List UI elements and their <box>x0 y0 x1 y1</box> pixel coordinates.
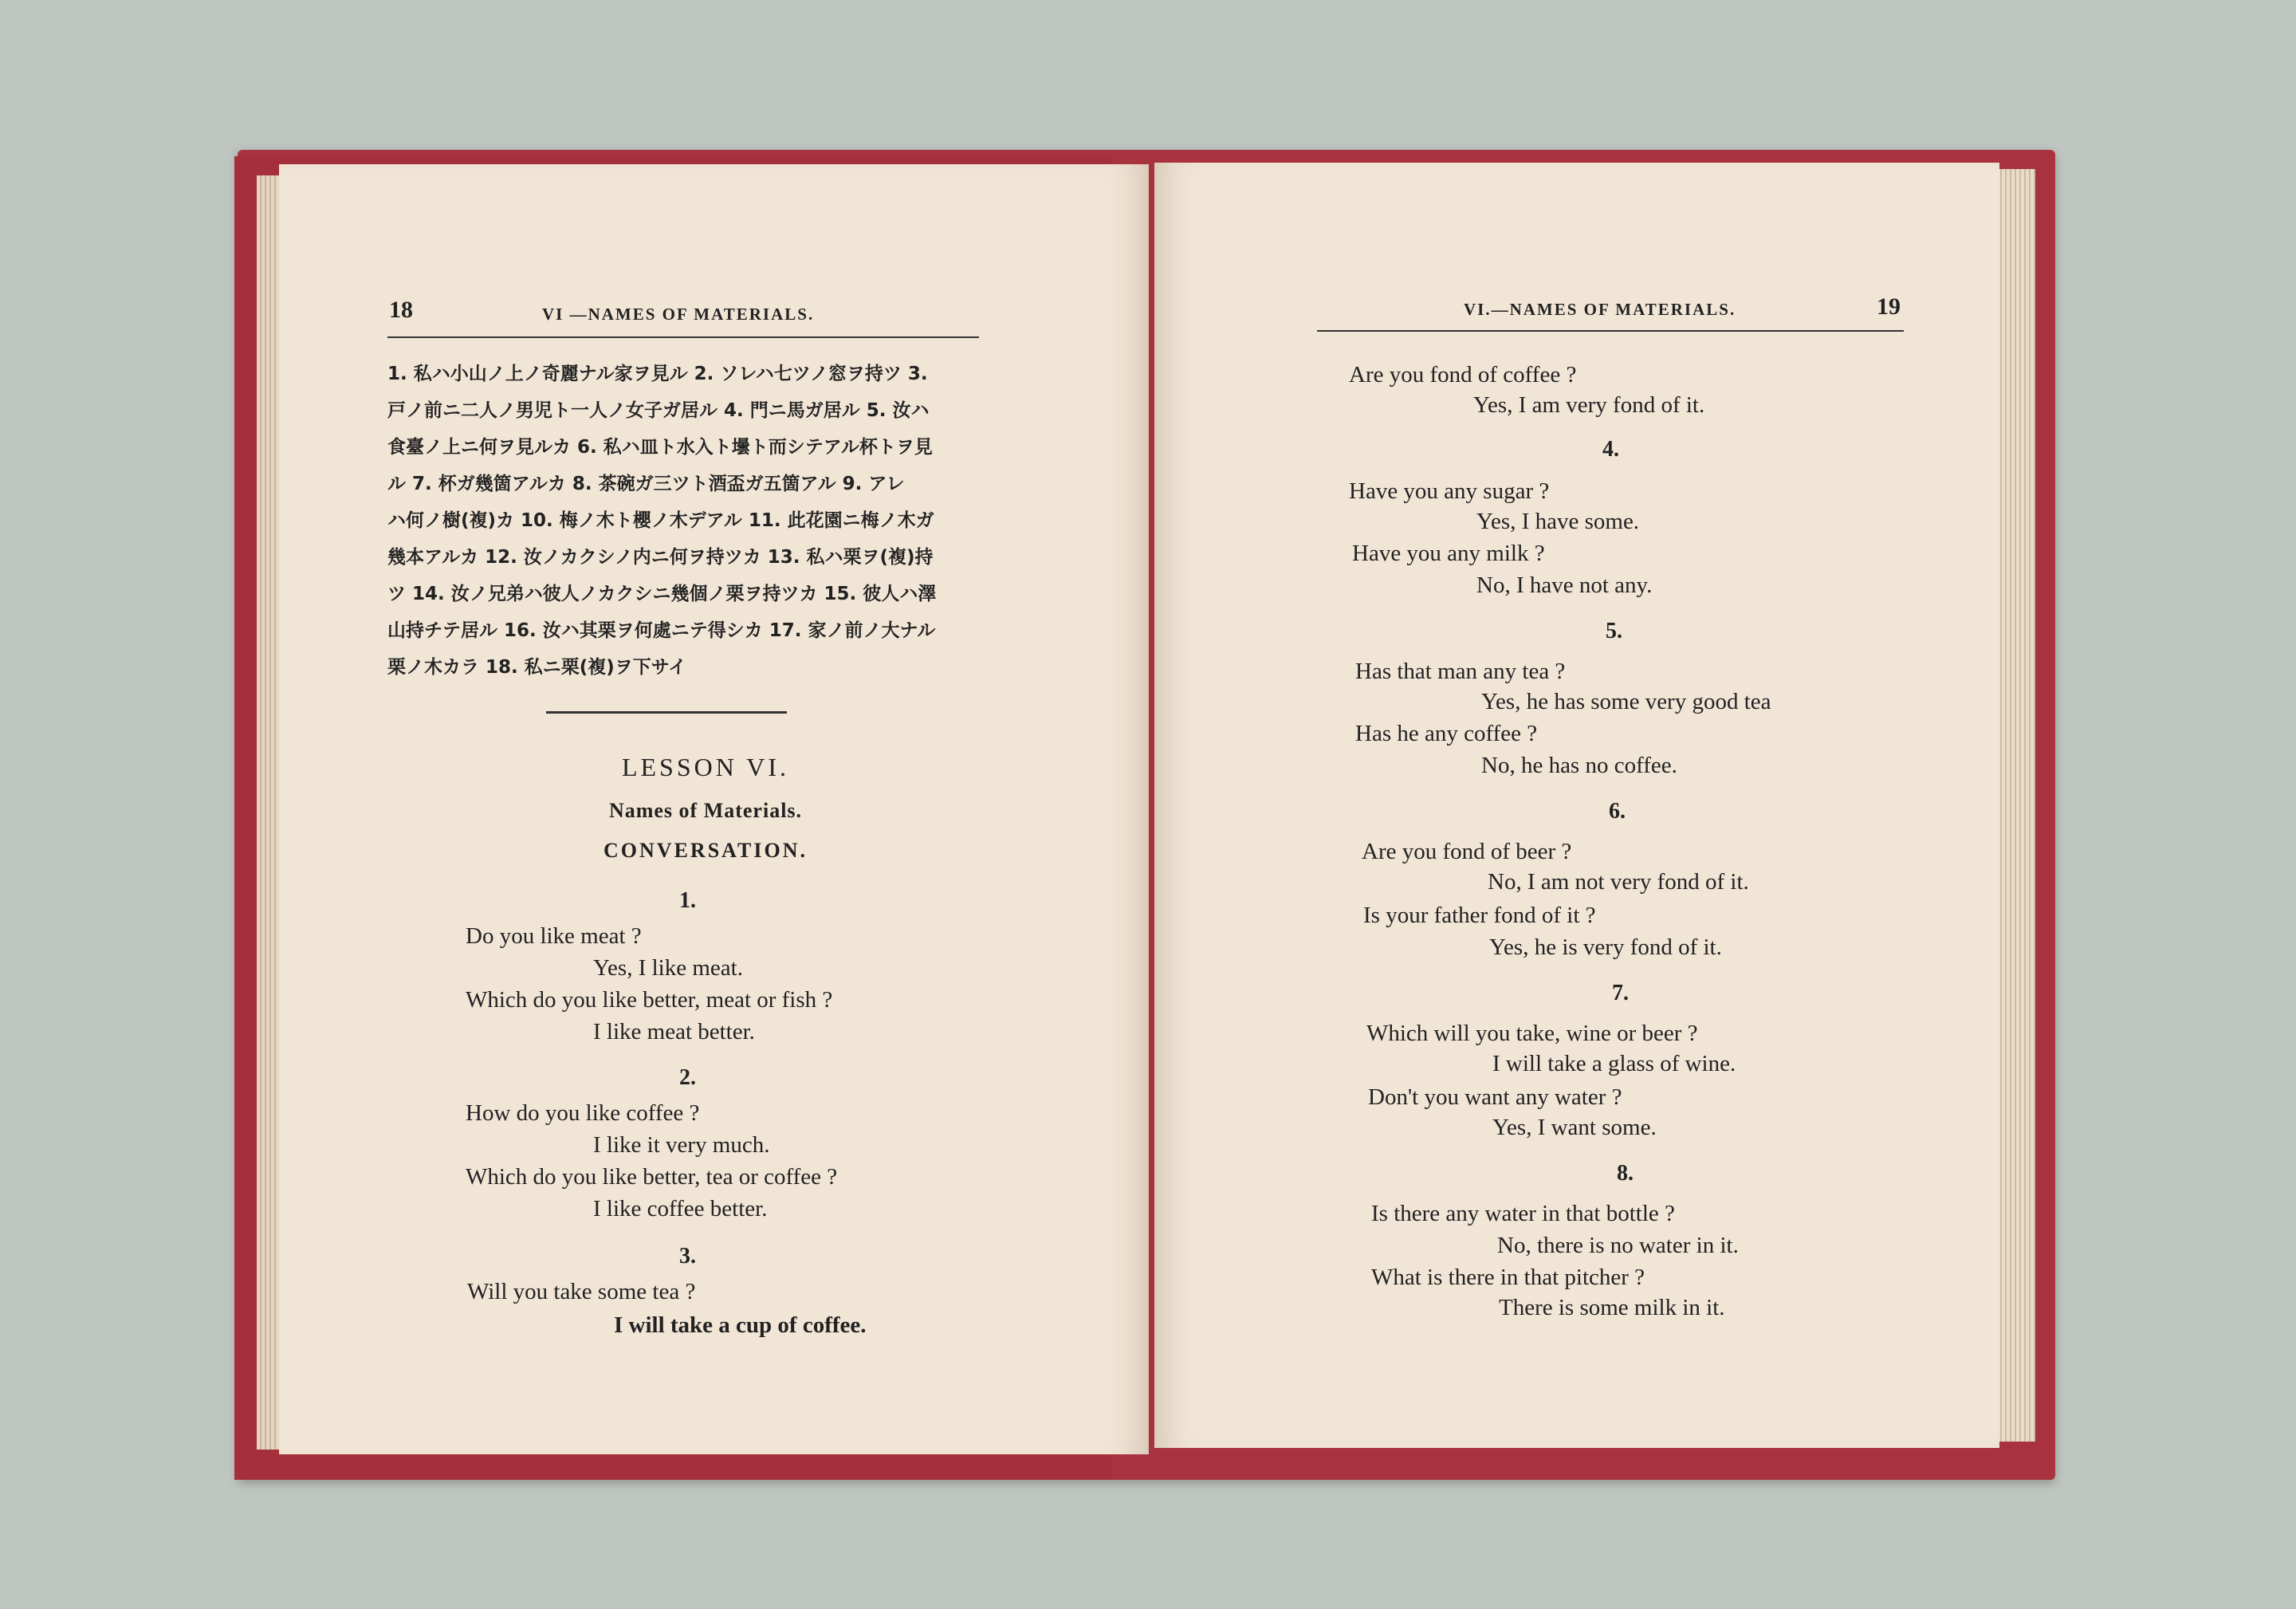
japanese-exercise <box>387 356 985 686</box>
running-head: VI.—NAMES OF MATERIALS. <box>1464 300 1736 319</box>
japanese-line: 戸ノ前ニ二人ノ男児ト一人ノ女子ガ居ル 4. 門ニ馬ガ居ル 5. 汝ハ <box>387 400 930 421</box>
answer-line: I like it very much. <box>593 1132 770 1158</box>
question-line: Which do you like better, tea or coffee ? <box>466 1164 838 1190</box>
answer-line: I will take a cup of coffee. <box>614 1312 867 1338</box>
answer-line: Yes, I have some. <box>1476 509 1640 534</box>
dialogue-number: 6. <box>1609 799 1626 824</box>
dialogue-number: 7. <box>1612 981 1629 1005</box>
question-line: Is your father fond of it ? <box>1363 903 1596 928</box>
question-line: Will you take some tea ? <box>467 1279 696 1304</box>
answer-line: Yes, he is very fond of it. <box>1489 934 1722 960</box>
answer-line: No, he has no coffee. <box>1481 753 1677 778</box>
question-line: Do you like meat ? <box>466 923 642 949</box>
section-divider <box>546 711 787 714</box>
answer-line: Yes, he has some very good tea <box>1481 689 1771 714</box>
running-head: VI —NAMES OF MATERIALS. <box>542 305 815 324</box>
answer-line: No, I am not very fond of it. <box>1488 869 1749 895</box>
dialogue-number: 5. <box>1606 619 1622 643</box>
answer-line: No, I have not any. <box>1476 572 1653 598</box>
question-line: Don't you want any water ? <box>1368 1084 1622 1110</box>
japanese-line: 栗ノ木カラ 18. 私ニ栗(複)ヲ下サイ <box>387 657 687 678</box>
answer-line: No, there is no water in it. <box>1497 1233 1739 1258</box>
answer-line: There is some milk in it. <box>1499 1295 1725 1320</box>
answer-line: Yes, I want some. <box>1492 1115 1657 1140</box>
answer-line: I like meat better. <box>593 1019 755 1044</box>
header-rule <box>387 336 979 338</box>
question-line: Has that man any tea ? <box>1355 659 1566 684</box>
page-edges-left <box>257 175 281 1450</box>
answer-line: Yes, I am very fond of it. <box>1473 392 1705 418</box>
section-title: CONVERSATION. <box>603 839 808 862</box>
question-line: Has he any coffee ? <box>1355 721 1538 746</box>
japanese-line: ツ 14. 汝ノ兄弟ハ彼人ノカクシニ幾個ノ栗ヲ持ツカ 15. 彼人ハ澤 <box>387 584 937 604</box>
question-line: How do you like coffee ? <box>466 1100 700 1126</box>
question-line: Is there any water in that bottle ? <box>1371 1201 1675 1226</box>
dialogue-number: 4. <box>1602 437 1619 462</box>
question-line: Are you fond of beer ? <box>1362 839 1572 864</box>
lesson-title: LESSON VI. <box>621 753 790 781</box>
question-line: Have you any sugar ? <box>1349 478 1550 504</box>
question-line: Are you fond of coffee ? <box>1349 362 1577 387</box>
header-rule <box>1317 330 1904 332</box>
question-line: Have you any milk ? <box>1352 541 1545 566</box>
japanese-line: 1. 私ハ小山ノ上ノ奇麗ナル家ヲ見ル 2. ソレハ七ツノ窓ヲ持ツ 3. <box>387 364 928 384</box>
dialogue-number: 3. <box>679 1244 696 1269</box>
left-page <box>279 164 1149 1454</box>
dialogue-number: 8. <box>1617 1161 1634 1186</box>
japanese-line: 食臺ノ上ニ何ヲ見ルカ 6. 私ハ皿ト水入ト壜ト而シテアル杯トヲ見 <box>387 437 933 458</box>
japanese-line: ル 7. 杯ガ幾箇アルカ 8. 茶碗ガ三ツト酒盃ガ五箇アル 9. アレ <box>387 474 905 494</box>
page-number: 18 <box>389 297 413 323</box>
question-line: Which do you like better, meat or fish ? <box>466 987 833 1013</box>
japanese-line: 山持チテ居ル 16. 汝ハ其栗ヲ何處ニテ得シカ 17. 家ノ前ノ大ナル <box>387 620 936 641</box>
answer-line: I will take a glass of wine. <box>1492 1051 1736 1076</box>
question-line: What is there in that pitcher ? <box>1371 1265 1645 1290</box>
dialogue-number: 2. <box>679 1065 696 1090</box>
answer-line: Yes, I like meat. <box>593 955 743 981</box>
lesson-subtitle: Names of Materials. <box>608 799 803 822</box>
answer-line: I like coffee better. <box>593 1196 768 1222</box>
dialogue-number: 1. <box>679 888 696 913</box>
question-line: Which will you take, wine or beer ? <box>1366 1021 1698 1046</box>
japanese-line: 幾本アルカ 12. 汝ノカクシノ内ニ何ヲ持ツカ 13. 私ハ栗ヲ(複)持 <box>387 547 934 568</box>
japanese-line: ハ何ノ樹(複)カ 10. 梅ノ木ト櫻ノ木デアル 11. 此花園ニ梅ノ木ガ <box>387 510 934 531</box>
right-page <box>1154 163 1999 1448</box>
page-number: 19 <box>1877 293 1901 320</box>
page-edges-right <box>1997 169 2035 1442</box>
